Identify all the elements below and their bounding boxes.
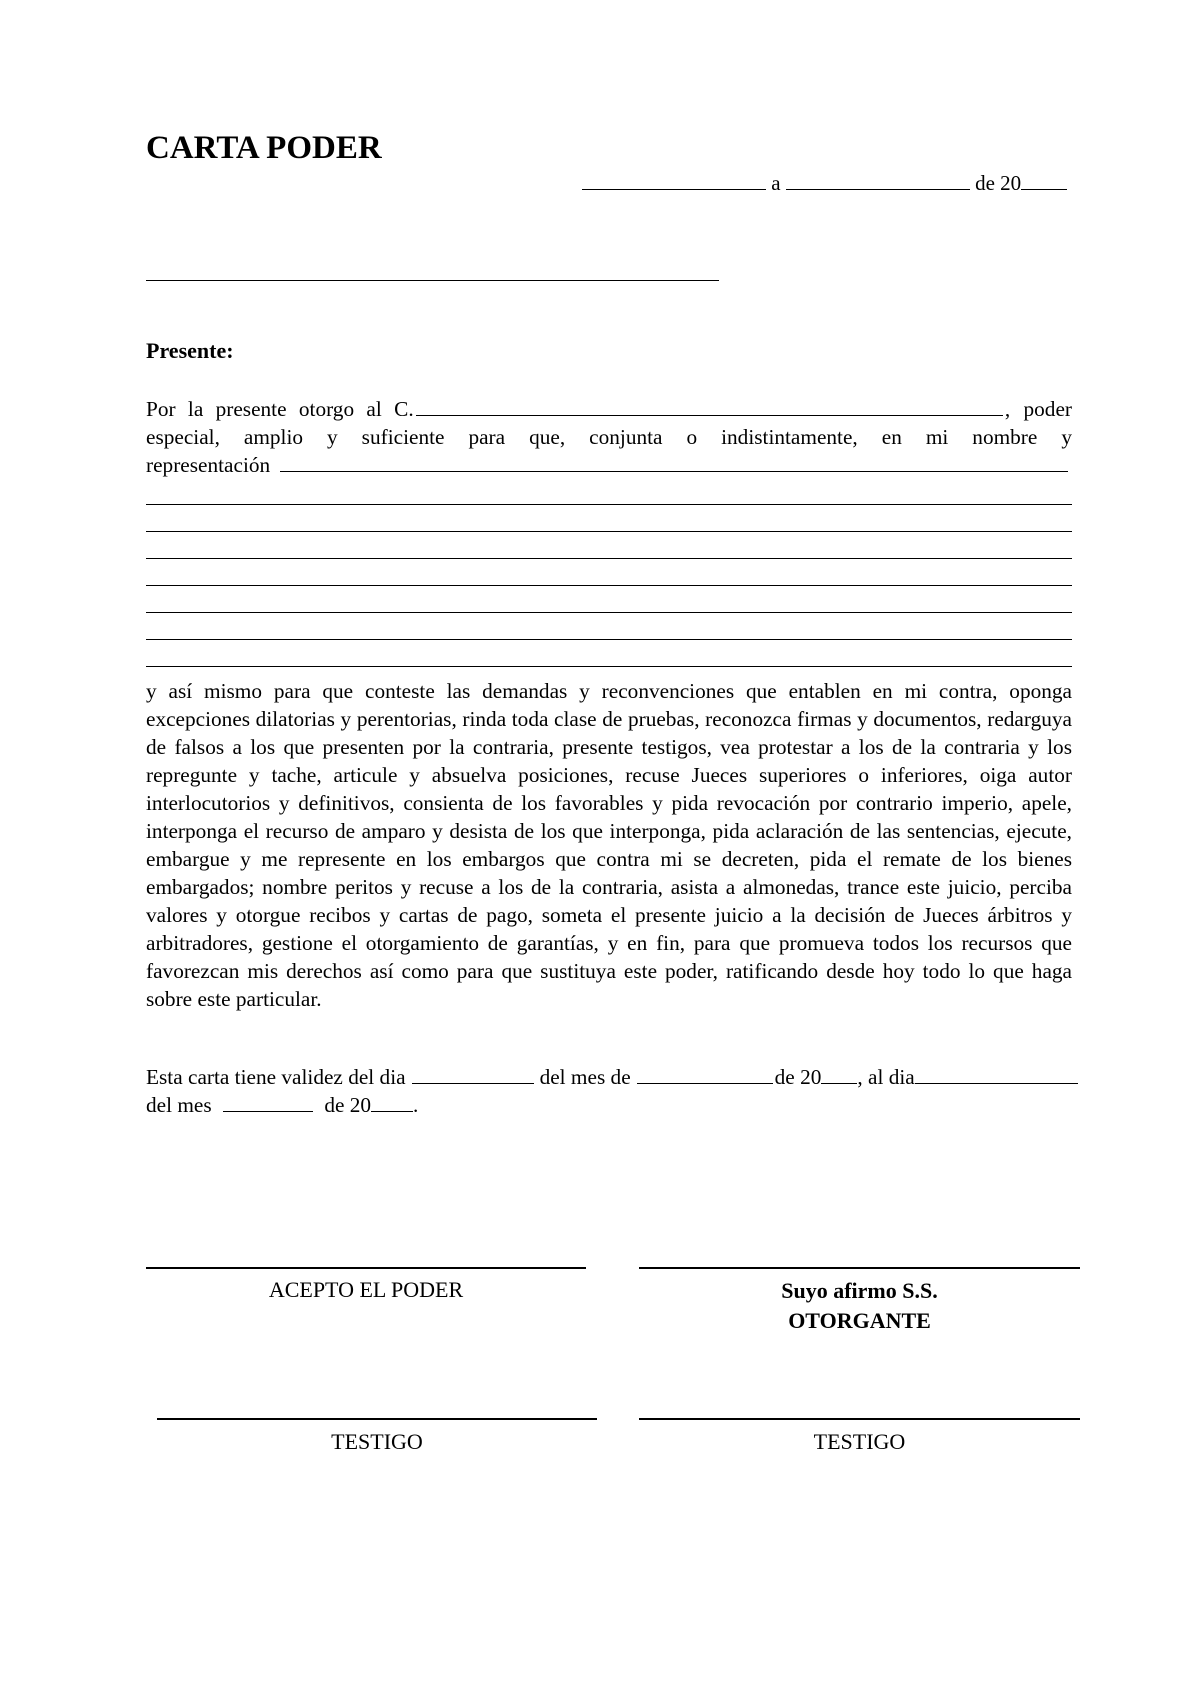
grant-paragraph bbox=[146, 395, 1072, 479]
validity-clause bbox=[146, 1063, 1078, 1119]
blank-line[interactable] bbox=[146, 639, 1072, 640]
addressee-line[interactable] bbox=[146, 280, 719, 281]
witness-left-label: TESTIGO bbox=[331, 1429, 423, 1454]
powers-blank-lines bbox=[146, 472, 1072, 667]
document-title: CARTA PODER bbox=[146, 130, 382, 166]
blank-line[interactable] bbox=[146, 585, 1072, 586]
attorney-name-blank[interactable] bbox=[416, 397, 1003, 416]
powers-paragraph bbox=[146, 677, 1072, 1013]
validity-start-day-blank[interactable] bbox=[412, 1065, 534, 1084]
validity-period: . bbox=[413, 1093, 419, 1117]
witness-right-label: TESTIGO bbox=[813, 1429, 906, 1454]
grant-line-2: especial, amplio y suficiente para que, conjunta o indistintamente, en mi nombre y bbox=[146, 425, 1072, 449]
validity-text-end-month: del mes bbox=[146, 1093, 212, 1117]
blank-line[interactable] bbox=[146, 531, 1072, 532]
grantor-signature-line[interactable] bbox=[639, 1267, 1080, 1269]
blank-line[interactable] bbox=[146, 558, 1072, 559]
validity-start-year-blank[interactable] bbox=[821, 1065, 857, 1084]
accept-label: ACEPTO EL PODER bbox=[268, 1277, 464, 1302]
validity-text-month: del mes de bbox=[539, 1065, 631, 1089]
blank-line[interactable] bbox=[146, 666, 1072, 667]
grant-intro: Por la presente otorgo al C. bbox=[146, 397, 414, 421]
powers-text: y así mismo para que conteste las demandas y reconvenciones que entablen en mi contra, oponga excepciones dilatorias y perentorias, rinda toda clase de pruebas, reconozca firmas y documentos, redarguya de falsos a los que presenten por la contraria, presente testigos, vea protestar a los de la contraria y los repregunte y tache, articule y absuelva posiciones, recuse Jueces superiores o inferiores, oiga autor interlocutorios y definitivos, consienta de los favorables y pida revocación por contrario imperio, apele, interponga el recurso de amparo y desista de los que interponga, pida aclaración de las sentencias, ejecute, embargue y me represente en los embargos que contra mi se decreten, pida el remate de los bienes embargados; nombre peritos y recuse a los de la contraria, asista a almonedas, trance este juicio, perciba valores y otorgue recibos y cartas de pago, someta el presente juicio a la decisión de Jueces árbitros y arbitradores, gestione el otorgamiento de garantías, y en fin, para que promueva todos los recursos que favorezcan mis derechos así como para que sustituya este poder, ratificando desde hoy todo lo que haga sobre este particular. bbox=[146, 679, 1072, 1011]
validity-end-year-blank[interactable] bbox=[371, 1093, 413, 1112]
grantor-label-line1: Suyo afirmo S.S. bbox=[781, 1278, 938, 1303]
accept-signature-line[interactable] bbox=[146, 1267, 586, 1269]
date-connector-a: a bbox=[771, 171, 781, 195]
grantor-label bbox=[639, 1276, 1080, 1336]
year-blank[interactable] bbox=[1021, 171, 1067, 190]
date-connector-de: de 20 bbox=[975, 171, 1022, 195]
day-month-blank[interactable] bbox=[786, 171, 970, 190]
validity-text-year: de 20 bbox=[774, 1065, 822, 1089]
place-date-line bbox=[582, 170, 1067, 196]
validity-text-to-day: , al dia bbox=[857, 1065, 915, 1089]
validity-text-end-year: de 20 bbox=[324, 1093, 372, 1117]
representation-blank[interactable] bbox=[280, 453, 1068, 472]
grantor-label-line2: OTORGANTE bbox=[788, 1308, 931, 1333]
witness-left-signature-line[interactable] bbox=[157, 1418, 597, 1420]
grant-after-name: , poder bbox=[1004, 397, 1072, 421]
blank-line[interactable] bbox=[146, 504, 1072, 505]
validity-text-from: Esta carta tiene validez del dia bbox=[146, 1065, 406, 1089]
grant-line-3: representación bbox=[146, 453, 271, 477]
validity-end-day-blank[interactable] bbox=[915, 1065, 1078, 1084]
witness-right-signature-line[interactable] bbox=[639, 1418, 1080, 1420]
validity-start-month-blank[interactable] bbox=[637, 1065, 773, 1084]
validity-end-month-blank[interactable] bbox=[223, 1093, 313, 1112]
place-blank[interactable] bbox=[582, 171, 766, 190]
blank-line[interactable] bbox=[146, 612, 1072, 613]
salutation: Presente: bbox=[146, 338, 234, 363]
